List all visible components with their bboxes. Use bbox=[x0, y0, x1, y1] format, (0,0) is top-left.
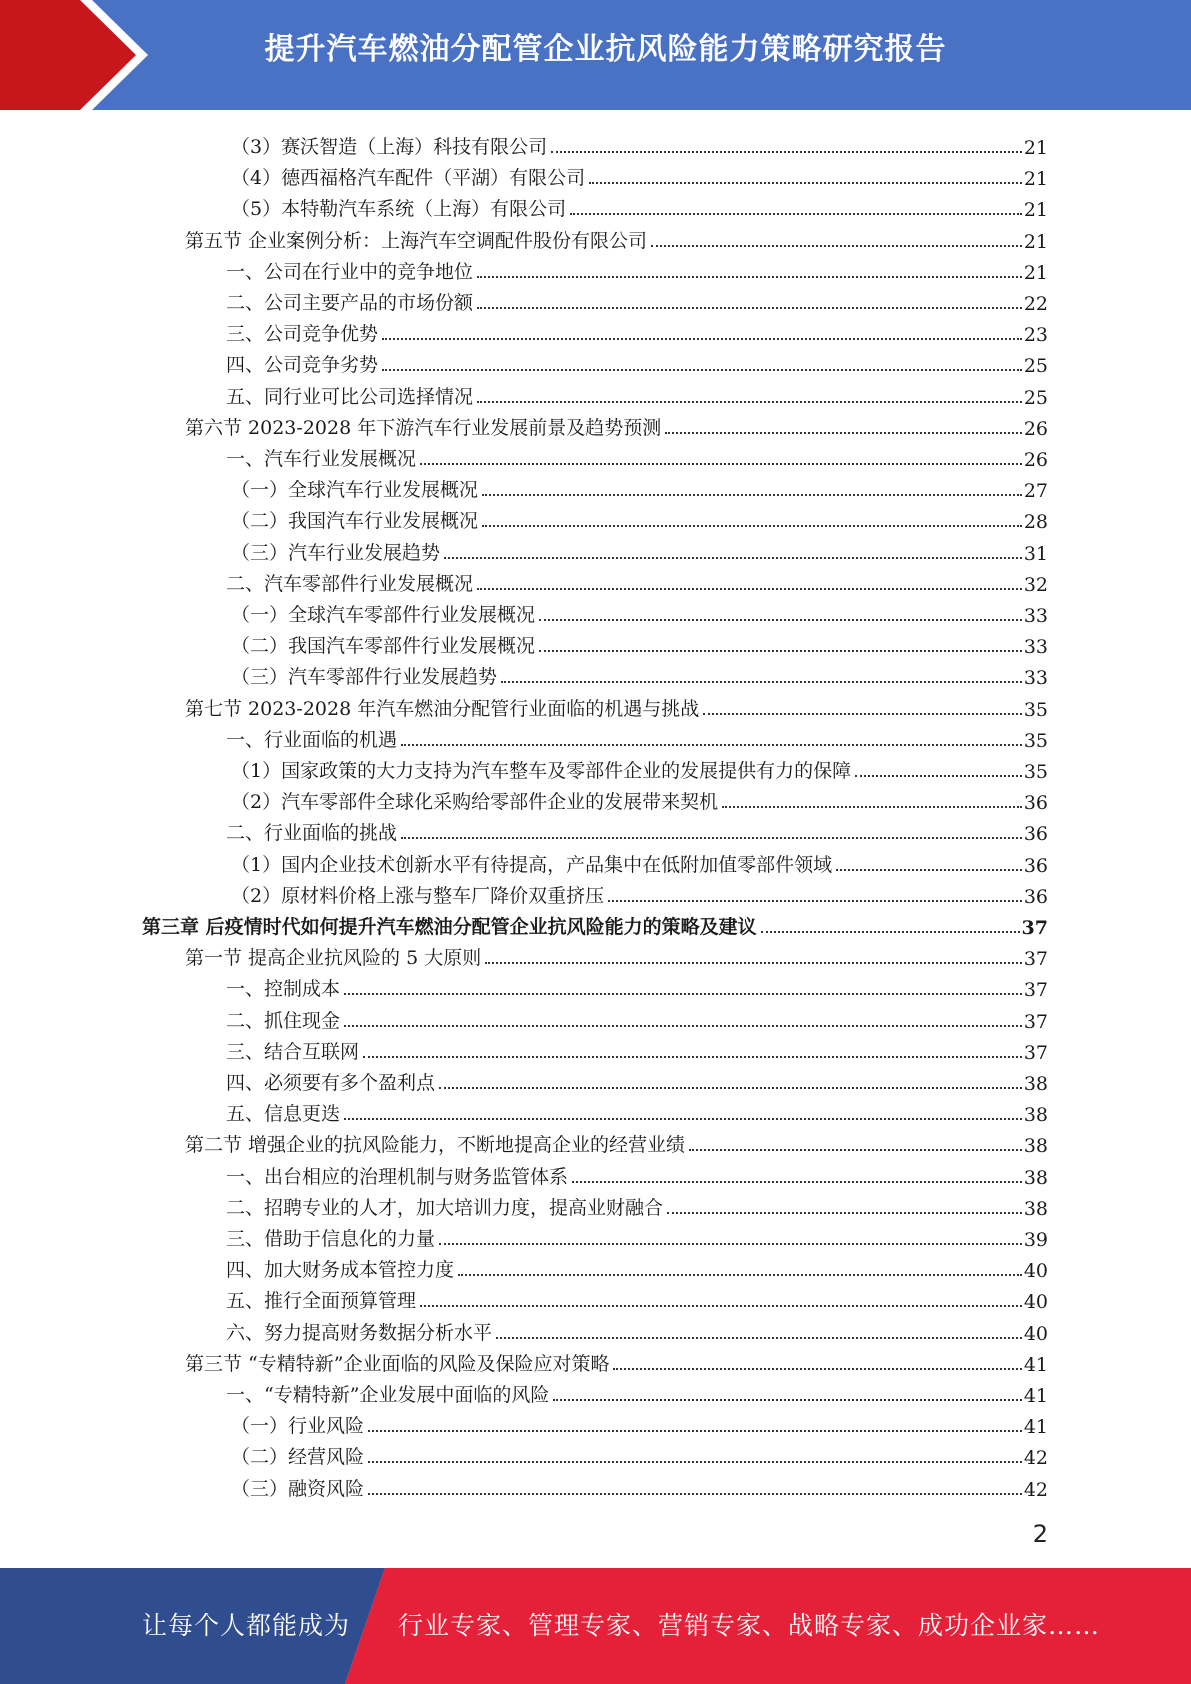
toc-entry-title: 五、信息更迭 bbox=[226, 1103, 341, 1126]
toc-entry[interactable] bbox=[231, 159, 1048, 190]
toc-entry-title: 第三章 后疫情时代如何提升汽车燃油分配管企业抗风险能力的策略及建议 bbox=[142, 916, 757, 938]
toc-dot-leader bbox=[482, 494, 1022, 496]
toc-entry[interactable] bbox=[226, 1033, 1048, 1064]
toc-entry-page: 36 bbox=[1023, 823, 1048, 846]
toc-entry[interactable] bbox=[226, 814, 1048, 845]
toc-entry-title: 第六节 2023-2028 年下游汽车行业发展前景及趋势预测 bbox=[185, 416, 662, 439]
toc-entry-title: 二、行业面临的挑战 bbox=[226, 822, 398, 845]
toc-entry-page: 33 bbox=[1023, 636, 1048, 659]
toc-entry[interactable] bbox=[231, 128, 1048, 159]
toc-entry-title: （一）全球汽车零部件行业发展概况 bbox=[231, 604, 536, 626]
toc-entry[interactable] bbox=[226, 1282, 1048, 1313]
toc-entry[interactable] bbox=[226, 1002, 1048, 1033]
toc-entry-page: 42 bbox=[1023, 1478, 1048, 1501]
toc-entry-title: （1）国家政策的大力支持为汽车整车及零部件企业的发展提供有力的保障 bbox=[231, 760, 852, 782]
toc-entry-title: 一、公司在行业中的竞争地位 bbox=[226, 260, 474, 283]
toc-entry-page: 37 bbox=[1021, 917, 1048, 939]
toc-entry-page: 40 bbox=[1023, 1291, 1048, 1314]
toc-dot-leader bbox=[368, 1430, 1022, 1432]
toc-entry-page: 41 bbox=[1023, 1385, 1048, 1407]
toc-entry[interactable] bbox=[231, 783, 1048, 814]
toc-entry-title: 三、结合互联网 bbox=[226, 1040, 360, 1063]
toc-entry-page: 26 bbox=[1023, 449, 1048, 471]
toc-entry[interactable] bbox=[226, 315, 1048, 346]
toc-entry-title: （二）我国汽车零部件行业发展概况 bbox=[231, 635, 536, 658]
toc-entry[interactable] bbox=[231, 471, 1048, 502]
toc-entry[interactable] bbox=[231, 502, 1048, 533]
toc-entry[interactable] bbox=[231, 658, 1048, 689]
toc-entry-page: 38 bbox=[1023, 1197, 1048, 1220]
report-title: 提升汽车燃油分配管企业抗风险能力策略研究报告 bbox=[264, 32, 947, 67]
toc-dot-leader bbox=[368, 1461, 1022, 1463]
toc-entry-title: 二、公司主要产品的市场份额 bbox=[226, 292, 474, 314]
toc-entry-title: 二、招聘专业的人才，加大培训力度，提高业财融合 bbox=[226, 1196, 664, 1219]
toc-entry-page: 40 bbox=[1023, 1260, 1048, 1283]
toc-entry-title: 四、必须要有多个盈利点 bbox=[226, 1072, 436, 1094]
toc-entry-page: 37 bbox=[1023, 1010, 1048, 1033]
toc-entry-page: 33 bbox=[1023, 605, 1048, 627]
toc-entry-page: 40 bbox=[1023, 1322, 1048, 1345]
toc-dot-leader bbox=[570, 213, 1022, 215]
toc-entry[interactable] bbox=[231, 1407, 1048, 1438]
toc-dot-leader bbox=[855, 775, 1022, 777]
toc-entry-page: 39 bbox=[1023, 1229, 1048, 1251]
toc-dot-leader bbox=[703, 713, 1022, 715]
toc-dot-leader bbox=[722, 806, 1022, 808]
toc-entry-title: （1）国内企业技术创新水平有待提高，产品集中在低附加值零部件领域 bbox=[231, 853, 833, 876]
toc-entry[interactable] bbox=[226, 1220, 1048, 1251]
toc-entry[interactable] bbox=[226, 1095, 1048, 1126]
toc-entry-page: 21 bbox=[1023, 137, 1048, 159]
toc-entry[interactable] bbox=[231, 752, 1048, 783]
toc-entry-title: 第二节 增强企业的抗风险能力，不断地提高企业的经营业绩 bbox=[185, 1134, 686, 1157]
toc-entry[interactable] bbox=[226, 284, 1048, 315]
toc-entry-title: 三、借助于信息化的力量 bbox=[226, 1228, 436, 1250]
toc-entry-title: （3）赛沃智造（上海）科技有限公司 bbox=[231, 136, 548, 158]
toc-entry-page: 37 bbox=[1023, 979, 1048, 1002]
toc-entry-title: 第一节 提高企业抗风险的 5 大原则 bbox=[185, 947, 482, 970]
toc-entry[interactable] bbox=[226, 1189, 1048, 1220]
toc-entry[interactable] bbox=[226, 1314, 1048, 1345]
toc-entry-title: 二、汽车零部件行业发展概况 bbox=[226, 572, 474, 595]
toc-dot-leader bbox=[572, 1181, 1022, 1183]
toc-entry[interactable] bbox=[226, 721, 1048, 752]
toc-entry-page: 38 bbox=[1023, 1073, 1048, 1095]
toc-dot-leader bbox=[439, 1087, 1022, 1089]
toc-dot-leader bbox=[363, 1056, 1022, 1058]
toc-entry-title: （二）经营风险 bbox=[231, 1446, 365, 1469]
toc-entry-title: 一、出台相应的治理机制与财务监管体系 bbox=[226, 1165, 569, 1188]
toc-entry-title: （4）德西福格汽车配件（平湖）有限公司 bbox=[231, 167, 586, 190]
toc-entry-page: 26 bbox=[1023, 417, 1048, 440]
toc-entry-title: 一、控制成本 bbox=[226, 978, 341, 1001]
toc-entry-title: 四、公司竞争劣势 bbox=[226, 354, 379, 377]
toc-entry[interactable] bbox=[231, 846, 1048, 877]
toc-entry-title: 一、“专精特新”企业发展中面临的风险 bbox=[226, 1384, 550, 1406]
toc-dot-leader bbox=[482, 525, 1022, 527]
toc-dot-leader bbox=[368, 1493, 1022, 1495]
toc-dot-leader bbox=[665, 432, 1022, 434]
toc-dot-leader bbox=[344, 1025, 1022, 1027]
toc-entry-page: 38 bbox=[1023, 1104, 1048, 1127]
toc-entry[interactable] bbox=[231, 596, 1048, 627]
toc-entry[interactable] bbox=[226, 253, 1048, 284]
toc-entry-title: 三、公司竞争优势 bbox=[226, 323, 379, 346]
toc-entry[interactable] bbox=[231, 1438, 1048, 1469]
toc-dot-leader bbox=[836, 869, 1022, 871]
toc-entry-title: （一）全球汽车行业发展概况 bbox=[231, 479, 479, 502]
toc-dot-leader bbox=[382, 369, 1022, 371]
toc-dot-leader bbox=[477, 307, 1022, 309]
toc-entry-page: 38 bbox=[1023, 1135, 1048, 1158]
toc-dot-leader bbox=[439, 1243, 1022, 1245]
toc-dot-leader bbox=[553, 1399, 1021, 1401]
page-number: 2 bbox=[1032, 1520, 1048, 1548]
toc-dot-leader bbox=[551, 151, 1022, 153]
toc-entry[interactable] bbox=[142, 908, 1048, 939]
toc-dot-leader bbox=[667, 1212, 1022, 1214]
toc-entry-page: 32 bbox=[1023, 573, 1048, 596]
toc-entry-title: （2）原材料价格上涨与整车厂降价双重挤压 bbox=[231, 884, 605, 907]
toc-entry-page: 41 bbox=[1023, 1353, 1048, 1376]
toc-dot-leader bbox=[608, 900, 1022, 902]
toc-dot-leader bbox=[485, 962, 1022, 964]
toc-dot-leader bbox=[496, 1337, 1022, 1339]
toc-dot-leader bbox=[458, 1274, 1022, 1276]
toc-dot-leader bbox=[761, 931, 1020, 933]
toc-entry-title: 二、抓住现金 bbox=[226, 1009, 341, 1032]
toc-dot-leader bbox=[401, 837, 1022, 839]
toc-entry-title: 一、汽车行业发展概况 bbox=[226, 448, 417, 470]
toc-entry-title: 五、推行全面预算管理 bbox=[226, 1290, 417, 1313]
toc-entry[interactable] bbox=[185, 1126, 1048, 1157]
toc-entry-page: 36 bbox=[1023, 885, 1048, 908]
toc-entry-title: 第七节 2023-2028 年汽车燃油分配管行业面临的机遇与挑战 bbox=[185, 697, 700, 720]
page-footer bbox=[0, 1568, 1191, 1684]
toc-entry-page: 41 bbox=[1023, 1416, 1048, 1439]
toc-entry-page: 38 bbox=[1023, 1166, 1048, 1189]
toc-entry[interactable] bbox=[226, 565, 1048, 596]
toc-entry-page: 28 bbox=[1023, 511, 1048, 534]
toc-entry-title: 六、努力提高财务数据分析水平 bbox=[226, 1321, 493, 1344]
toc-entry-page: 21 bbox=[1023, 199, 1048, 222]
toc-entry[interactable] bbox=[231, 1470, 1048, 1501]
toc-entry[interactable] bbox=[226, 1376, 1048, 1407]
toc-dot-leader bbox=[539, 619, 1022, 621]
toc-dot-leader bbox=[344, 1118, 1022, 1120]
toc-entry-title: （5）本特勒汽车系统（上海）有限公司 bbox=[231, 198, 567, 221]
page-header bbox=[0, 0, 1191, 110]
toc-dot-leader bbox=[651, 245, 1022, 247]
toc-entry-title: （二）我国汽车行业发展概况 bbox=[231, 510, 479, 533]
toc-entry[interactable] bbox=[231, 877, 1048, 908]
toc-dot-leader bbox=[344, 993, 1022, 995]
toc-entry-page: 25 bbox=[1023, 355, 1048, 378]
toc-entry[interactable] bbox=[226, 1064, 1048, 1095]
toc-entry-page: 35 bbox=[1023, 761, 1048, 783]
toc-dot-leader bbox=[382, 338, 1022, 340]
toc-entry-page: 27 bbox=[1023, 480, 1048, 503]
toc-dot-leader bbox=[444, 557, 1022, 559]
toc-entry-title: 一、行业面临的机遇 bbox=[226, 728, 398, 751]
toc-entry-page: 31 bbox=[1023, 542, 1048, 565]
toc-entry-page: 37 bbox=[1023, 1041, 1048, 1064]
toc-entry[interactable] bbox=[185, 1345, 1048, 1376]
toc-entry[interactable] bbox=[226, 1158, 1048, 1189]
toc-entry[interactable] bbox=[226, 378, 1048, 409]
toc-entry-title: （三）汽车零部件行业发展趋势 bbox=[231, 666, 498, 689]
toc-entry[interactable] bbox=[231, 534, 1048, 565]
toc-dot-leader bbox=[613, 1368, 1021, 1370]
toc-entry[interactable] bbox=[185, 409, 1048, 440]
toc-entry-page: 25 bbox=[1023, 386, 1048, 409]
toc-entry-page: 36 bbox=[1023, 854, 1048, 877]
toc-entry-title: 第五节 企业案例分析：上海汽车空调配件股份有限公司 bbox=[185, 229, 648, 252]
toc-dot-leader bbox=[501, 681, 1022, 683]
toc-entry[interactable] bbox=[185, 222, 1048, 253]
toc-dot-leader bbox=[477, 276, 1022, 278]
toc-entry[interactable] bbox=[226, 346, 1048, 377]
toc-entry-page: 36 bbox=[1023, 792, 1048, 815]
toc-entry-page: 37 bbox=[1023, 948, 1048, 971]
toc-dot-leader bbox=[689, 1149, 1022, 1151]
toc-entry[interactable] bbox=[231, 190, 1048, 221]
toc-dot-leader bbox=[539, 650, 1022, 652]
toc-entry-page: 22 bbox=[1023, 293, 1048, 315]
toc-entry-page: 42 bbox=[1023, 1447, 1048, 1470]
toc-dot-leader bbox=[477, 588, 1022, 590]
toc-dot-leader bbox=[420, 463, 1022, 465]
toc-entry-title: （2）汽车零部件全球化采购给零部件企业的发展带来契机 bbox=[231, 791, 719, 814]
footer-slogan-left: 让每个人都能成为 bbox=[142, 1611, 351, 1640]
toc-entry-title: 第三节 “专精特新”企业面临的风险及保险应对策略 bbox=[185, 1352, 610, 1375]
toc-entry-page: 33 bbox=[1023, 667, 1048, 690]
toc-dot-leader bbox=[420, 1305, 1022, 1307]
toc-entry-page: 21 bbox=[1023, 168, 1048, 191]
toc-entry-page: 23 bbox=[1023, 324, 1048, 347]
toc-entry-title: （一）行业风险 bbox=[231, 1415, 365, 1438]
toc-entry-page: 21 bbox=[1023, 230, 1048, 253]
toc-entry-page: 35 bbox=[1023, 698, 1048, 721]
toc-entry-title: （三）汽车行业发展趋势 bbox=[231, 541, 441, 564]
toc-dot-leader bbox=[589, 182, 1022, 184]
toc-entry-page: 35 bbox=[1023, 729, 1048, 752]
toc-dot-leader bbox=[477, 401, 1022, 403]
footer-slogan-right: 行业专家、管理专家、营销专家、战略专家、成功企业家…… bbox=[398, 1611, 1101, 1640]
toc-entry[interactable] bbox=[226, 1251, 1048, 1282]
toc-entry-title: 四、加大财务成本管控力度 bbox=[226, 1259, 455, 1282]
toc-entry[interactable] bbox=[226, 440, 1048, 471]
toc-entry[interactable] bbox=[231, 627, 1048, 658]
toc-dot-leader bbox=[401, 744, 1022, 746]
toc-entry-page: 21 bbox=[1023, 261, 1048, 284]
toc-entry-title: 五、同行业可比公司选择情况 bbox=[226, 385, 474, 408]
toc-entry[interactable] bbox=[185, 939, 1048, 970]
toc-entry[interactable] bbox=[226, 970, 1048, 1001]
toc-entry-title: （三）融资风险 bbox=[231, 1477, 365, 1500]
toc-entry[interactable] bbox=[185, 690, 1048, 721]
